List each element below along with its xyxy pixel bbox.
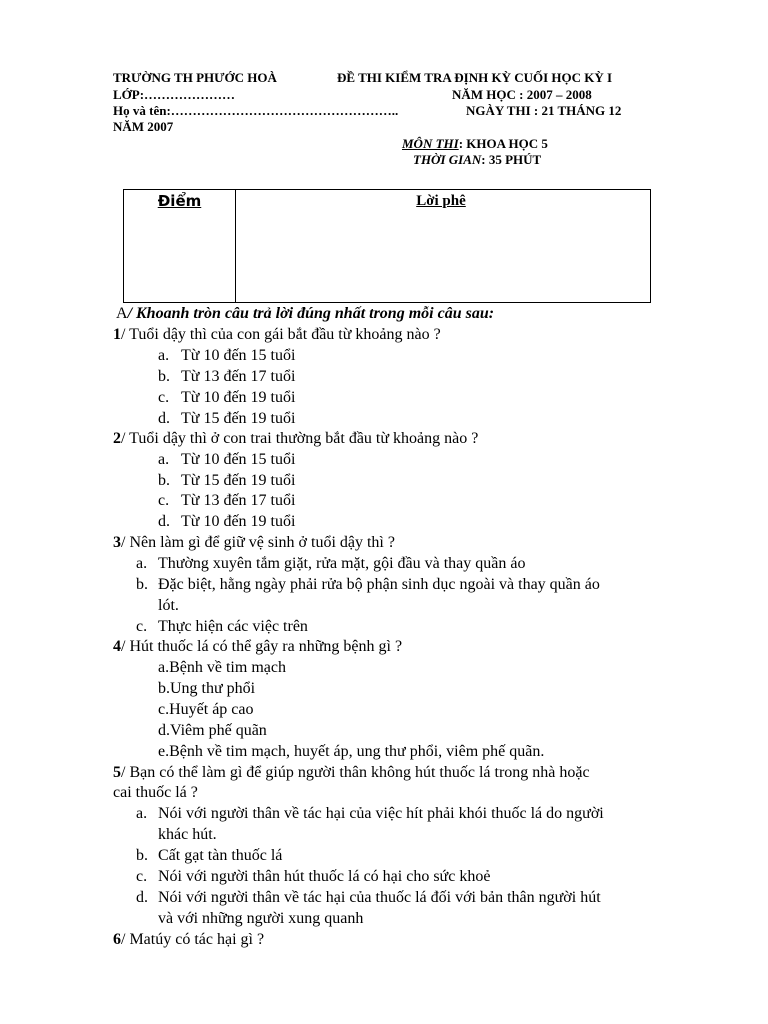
exam-title: ĐỀ THI KIỂM TRA ĐỊNH KỲ CUỐI HỌC KỲ I xyxy=(337,70,613,85)
comment-label: Lời phê xyxy=(416,193,466,209)
q3-option-b-letter: b. xyxy=(136,576,148,593)
q3-option-a-letter: a. xyxy=(136,555,148,572)
q4-option-b[interactable]: b.Ung thư phổi xyxy=(158,680,256,697)
score-label: Điểm xyxy=(157,192,202,210)
q1-option-a-letter: a. xyxy=(158,347,170,364)
class-label: LỚP:………………… xyxy=(113,87,236,102)
question-text: / Tuổi dậy thì của con gái bắt đầu từ khoảng nào ? xyxy=(121,326,441,343)
comment-cell[interactable] xyxy=(236,190,650,302)
q3-option-c[interactable]: Thực hiện các việc trên xyxy=(158,618,308,635)
q5-option-b-letter: b. xyxy=(136,847,148,864)
question-4 xyxy=(113,637,402,657)
question-text: / Tuổi dậy thì ở con trai thường bắt đầu từ khoảng nào ? xyxy=(121,430,479,447)
q5-option-c-letter: c. xyxy=(136,868,148,885)
q1-option-d-letter: d. xyxy=(158,410,170,427)
q5-option-b[interactable]: Cất gạt tàn thuốc lá xyxy=(158,847,283,864)
school-name: TRƯỜNG TH PHƯỚC HOÀ xyxy=(113,70,277,85)
subject-value: : KHOA HỌC 5 xyxy=(458,136,548,151)
time-value: : 35 PHÚT xyxy=(481,152,542,167)
q3-option-b[interactable]: Đặc biệt, hằng ngày phải rửa bộ phận sinh dục ngoài và thay quần áo xyxy=(158,576,600,593)
q3-option-c-letter: c. xyxy=(136,618,148,635)
q5-option-a-cont: khác hút. xyxy=(158,826,217,843)
question-number: 3 xyxy=(113,534,121,551)
q3-option-b-cont: lót. xyxy=(158,597,179,614)
q5-option-a[interactable]: Nói với người thân về tác hại của việc hít phải khói thuốc lá do người xyxy=(158,805,604,822)
section-a-prefix: A xyxy=(116,305,128,322)
question-number: 6 xyxy=(113,931,121,948)
school-year: NĂM HỌC : 2007 – 2008 xyxy=(452,87,592,102)
q1-option-a[interactable]: Từ 10 đến 15 tuổi xyxy=(181,347,296,364)
question-number: 1 xyxy=(113,326,121,343)
question-text: / Hút thuốc lá có thể gây ra những bệnh gì ? xyxy=(121,638,403,655)
q1-option-b[interactable]: Từ 13 đến 17 tuổi xyxy=(181,368,296,385)
question-number: 4 xyxy=(113,638,121,655)
question-5-cont: cai thuốc lá ? xyxy=(113,784,198,801)
q2-option-b-letter: b. xyxy=(158,472,170,489)
q3-option-a[interactable]: Thường xuyên tắm giặt, rửa mặt, gội đầu và thay quần áo xyxy=(158,555,526,572)
q1-option-c[interactable]: Từ 10 đến 19 tuổi xyxy=(181,389,296,406)
q2-option-d[interactable]: Từ 10 đến 19 tuổi xyxy=(181,513,296,530)
q5-option-a-letter: a. xyxy=(136,805,148,822)
time-line xyxy=(413,152,541,167)
question-6 xyxy=(113,930,264,950)
time-label: THỜI GIAN xyxy=(413,152,482,167)
q1-option-b-letter: b. xyxy=(158,368,170,385)
q4-option-c[interactable]: c.Huyết áp cao xyxy=(158,701,254,718)
question-number: 5 xyxy=(113,764,121,781)
question-number: 2 xyxy=(113,430,121,447)
question-text: / Nên làm gì để giữ vệ sinh ở tuổi dậy thì ? xyxy=(121,534,395,551)
section-a-text: / Khoanh tròn câu trả lời đúng nhất trong mỗi câu sau: xyxy=(127,305,495,322)
subject-line xyxy=(402,136,548,151)
question-text: / Matúy có tác hại gì ? xyxy=(121,931,265,948)
question-2 xyxy=(113,429,478,449)
section-a-instruction xyxy=(116,304,494,324)
q2-option-a-letter: a. xyxy=(158,451,170,468)
q1-option-c-letter: c. xyxy=(158,389,170,406)
q5-option-c[interactable]: Nói với người thân hút thuốc lá có hại cho sức khoẻ xyxy=(158,868,491,885)
q2-option-b[interactable]: Từ 15 đến 19 tuổi xyxy=(181,472,296,489)
exam-date: NGÀY THI : 21 THÁNG 12 xyxy=(466,103,622,118)
q2-option-c[interactable]: Từ 13 đến 17 tuổi xyxy=(181,492,296,509)
score-cell[interactable] xyxy=(124,190,236,302)
subject-label: MÔN THI xyxy=(402,136,459,151)
question-3 xyxy=(113,533,395,553)
student-name-label: Họ và tên:…………………………………………….. xyxy=(113,103,399,118)
q2-option-c-letter: c. xyxy=(158,492,170,509)
q4-option-a[interactable]: a.Bệnh về tim mạch xyxy=(158,659,286,676)
exam-date-year: NĂM 2007 xyxy=(113,119,174,134)
question-5 xyxy=(113,763,590,783)
q5-option-d[interactable]: Nói với người thân về tác hại của thuốc lá đối với bản thân người hút xyxy=(158,889,601,906)
q5-option-d-letter: d. xyxy=(136,889,148,906)
q2-option-d-letter: d. xyxy=(158,513,170,530)
grade-box xyxy=(123,189,651,303)
q1-option-d[interactable]: Từ 15 đến 19 tuổi xyxy=(181,410,296,427)
q5-option-d-cont: và với những người xung quanh xyxy=(158,910,364,927)
question-text: / Bạn có thể làm gì để giúp người thân không hút thuốc lá trong nhà hoặc xyxy=(121,764,590,781)
question-1 xyxy=(113,325,441,345)
q2-option-a[interactable]: Từ 10 đến 15 tuổi xyxy=(181,451,296,468)
q4-option-e[interactable]: e.Bệnh về tim mạch, huyết áp, ung thư phổi, viêm phế quãn. xyxy=(158,743,545,760)
q4-option-d[interactable]: d.Viêm phế quãn xyxy=(158,722,267,739)
